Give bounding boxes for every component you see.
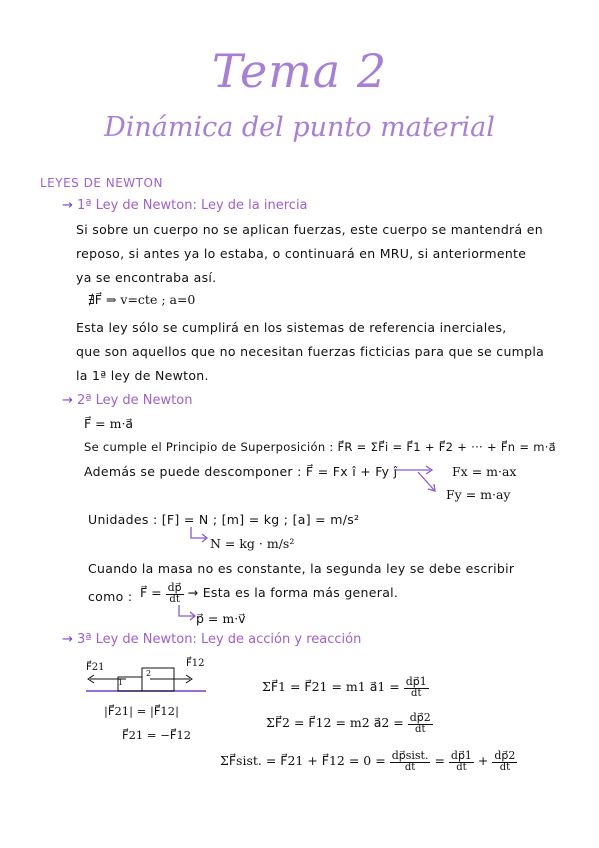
- decomposition-arrows-icon: [392, 462, 452, 502]
- sum-system-text: ΣF⃗sist. = F⃗21 + F⃗12 = 0 =: [220, 753, 386, 769]
- sum-system-equation: [220, 750, 517, 773]
- ley3-heading: [62, 632, 361, 647]
- dp1-numerator-2: dp⃗1: [450, 749, 472, 762]
- ley1-paragraph2-line1: Esta ley sólo se cumplirá en los sistemas de referencia inerciales,: [76, 320, 507, 335]
- abs-equation: |F⃗21| = |F⃗12|: [104, 704, 179, 718]
- ley2-heading-text: 2ª Ley de Newton: [77, 393, 193, 408]
- fy-equation: Fy = m·ay: [446, 487, 511, 502]
- dp2-numerator-2: dp⃗2: [494, 749, 516, 762]
- sum-f1-text: ΣF⃗1 = F⃗21 = m1 a⃗1 =: [262, 679, 400, 695]
- ley3-heading-text: 3ª Ley de Newton: Ley de acción y reacción: [77, 632, 362, 647]
- force-symbol: F⃗ =: [140, 585, 162, 601]
- dpsis-denominator: dt: [404, 761, 416, 773]
- dp2-dt-fraction: [408, 712, 433, 735]
- dp2-numerator: dp⃗2: [409, 711, 431, 724]
- dp1-denominator-2: dt: [456, 761, 467, 773]
- dp-dt-fraction: [166, 582, 184, 605]
- block2-label: 2: [146, 669, 152, 678]
- neg-equation: F⃗21 = −F⃗12: [122, 728, 192, 742]
- dp2-denominator: dt: [415, 723, 426, 735]
- general-form-note: → Esta es la forma más general.: [187, 585, 399, 601]
- newton-units: N = kg · m/s²: [210, 536, 295, 551]
- page-subtitle: Dinámica del punto material: [104, 112, 495, 143]
- dp2-dt-fraction-2: [492, 750, 517, 773]
- dp1-denominator: dt: [411, 687, 422, 699]
- dp1-dt-fraction: [404, 676, 429, 699]
- ley1-paragraph2-line3: la 1ª ley de Newton.: [76, 368, 209, 383]
- f12-label: F⃗12: [186, 658, 205, 669]
- ley1-paragraph1-line2: reposo, si antes ya lo estaba, o continuará en MRU, si anteriormente: [76, 246, 527, 261]
- sum-f2-equation: [266, 712, 433, 735]
- ley2-equation: F⃗ = m·a⃗: [84, 416, 134, 431]
- ley1-paragraph1-line3: ya se encontraba así.: [76, 270, 217, 285]
- dt-denominator: dt: [169, 593, 180, 605]
- ley1-paragraph2-line2: que son aquellos que no necesitan fuerzas ficticias para que se cumpla: [76, 344, 545, 359]
- ley1-equation: ∄F⃗ ⇒ v=cte ; a=0: [88, 292, 196, 307]
- ley3-arrow-icon: →: [62, 632, 73, 647]
- ley1-paragraph1-line1: Si sobre un cuerpo no se aplican fuerzas, este cuerpo se mantendrá en: [76, 222, 543, 237]
- como-label: como :: [88, 589, 133, 604]
- dpsis-dt-fraction: [390, 750, 431, 773]
- sum-f1-equation: [262, 676, 429, 699]
- decomposition-line: Además se puede descomponer : F⃗ = Fx î + Fy ĵ: [84, 464, 398, 479]
- momentum-derivative: [140, 582, 398, 605]
- hook-arrow-icon-2: [176, 604, 198, 624]
- equals-sign: =: [434, 753, 445, 769]
- ley1-heading-text: 1ª Ley de Newton: Ley de la inercia: [77, 198, 308, 213]
- sum-f2-text: ΣF⃗2 = F⃗12 = m2 a⃗2 =: [266, 715, 404, 731]
- block1-label: 1: [118, 678, 124, 687]
- dp1-numerator: dp⃗1: [405, 675, 427, 688]
- ley1-heading: [62, 198, 308, 213]
- page-title: Tema 2: [211, 44, 388, 98]
- mass-line: Cuando la masa no es constante, la segunda ley se debe escribir: [88, 561, 515, 576]
- superposition-line: Se cumple el Principio de Superposición : F⃗R = ΣF⃗i = F⃗1 + F⃗2 + ··· + F⃗n = m·a⃗: [84, 440, 557, 454]
- momentum-equation: p⃗ = m·v⃗: [196, 611, 246, 626]
- ley2-arrow-icon: →: [62, 393, 73, 408]
- dp-numerator: dp⃗: [167, 581, 182, 594]
- section-heading: LEYES DE NEWTON: [40, 176, 163, 190]
- ley2-heading: [62, 393, 192, 408]
- plus-sign: +: [477, 753, 489, 769]
- dp2-denominator-2: dt: [499, 761, 511, 773]
- f21-label: F⃗21: [86, 662, 105, 673]
- dp1-dt-fraction-2: [449, 750, 474, 773]
- hook-arrow-icon: [188, 526, 210, 546]
- units-line: Unidades : [F] = N ; [m] = kg ; [a] = m/s²: [88, 512, 360, 527]
- fx-equation: Fx = m·ax: [452, 464, 517, 479]
- ley1-arrow-icon: →: [62, 198, 73, 213]
- dpsis-numerator: dp⃗sist.: [391, 749, 429, 762]
